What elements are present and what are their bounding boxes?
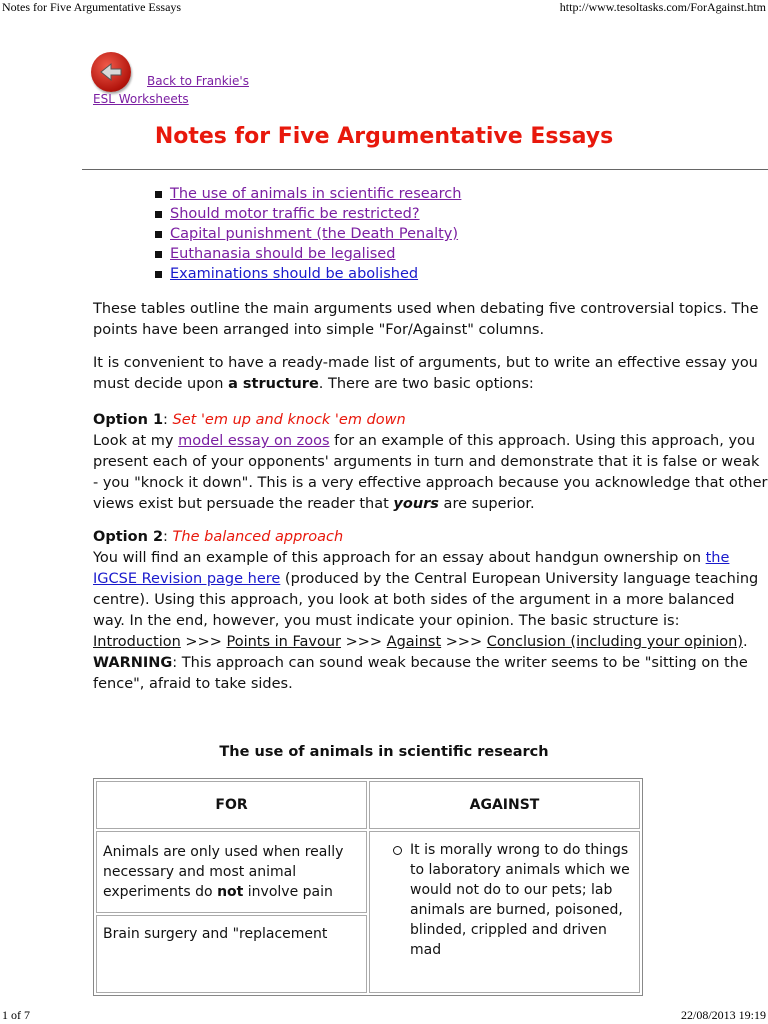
title-divider — [82, 169, 768, 170]
print-header-url: http://www.tesoltasks.com/ForAgainst.htm — [559, 0, 766, 14]
print-footer-page: 1 of 7 — [2, 1008, 30, 1022]
back-link-line2[interactable]: ESL Worksheets — [93, 92, 189, 106]
topic-list — [154, 184, 461, 284]
intro-paragraph-1: These tables outline the main arguments used when debating five controversial topics. The points have been arranged into simple "For/Against" columns. — [93, 301, 759, 338]
for-against-table — [93, 778, 643, 996]
topic-link-euthanasia[interactable]: Euthanasia should be legalised — [170, 246, 396, 262]
topic-item[interactable] — [154, 224, 461, 244]
topic-item[interactable] — [154, 264, 461, 284]
for-cell-1: Animals are only used when really necessary and most animal experiments do not involve pain — [96, 831, 367, 913]
topic-item[interactable] — [154, 204, 461, 224]
option-1-paragraph: Option 1: Set 'em up and knock 'em down Look at my model essay on zoos for an example of this approach. Using this approach, you present each of your opponents' arguments in turn and demonstrate that it is false or weak - you "knock it down". This is a very effective approach because you acknowledge that other views exist but persuade the reader that yours are superior. — [93, 412, 768, 512]
print-footer-date: 22/08/2013 19:19 — [680, 1008, 766, 1022]
topic-link-examinations[interactable]: Examinations should be abolished — [170, 266, 419, 282]
igcse-revision-link[interactable]: the IGCSE Revision page here — [93, 550, 730, 587]
topic-link-animals[interactable]: The use of animals in scientific research — [170, 186, 462, 202]
print-header-title: Notes for Five Argumentative Essays — [2, 0, 182, 14]
topic-item[interactable] — [154, 184, 461, 204]
topic-link-traffic[interactable]: Should motor traffic be restricted? — [170, 206, 420, 222]
topic-link-capital-punishment[interactable]: Capital punishment (the Death Penalty) — [170, 226, 459, 242]
model-essay-link[interactable]: model essay on zoos — [178, 433, 330, 449]
option-1-label: Option 1 — [93, 412, 164, 428]
against-cell-1 — [369, 831, 640, 993]
against-point: It is morally wrong to do things to laboratory animals which we would not do to our pets; lab animals are burned, poisoned, blinded, crippled and driven mad — [410, 840, 633, 960]
page-title: Notes for Five Argumentative Essays — [154, 124, 614, 149]
option-2-paragraph: Option 2: The balanced approach You will find an example of this approach for an essay about handgun ownership on the IGCSE Revision page here (produced by the Central European University language teaching centre). Using this approach, you look at both sides of the argument in a more balanced way. In the end, however, you must indicate your opinion. The basic structure is: Introduction >>> Points in Favour >>> Against >>> Conclusion (including your opinion). WARNING: This approach can sound weak because the writer seems to be "sitting on the fence", afraid to take sides. — [93, 529, 759, 692]
option-2-label: Option 2 — [93, 529, 164, 545]
back-link-line1[interactable]: Back to Frankie's — [147, 74, 249, 88]
for-cell-2: Brain surgery and "replacement — [96, 915, 367, 993]
section-title-animals: The use of animals in scientific research — [219, 744, 549, 760]
option-1-title: Set 'em up and knock 'em down — [172, 412, 406, 428]
against-column-header: AGAINST — [369, 781, 640, 829]
option-2-title: The balanced approach — [172, 529, 344, 545]
for-column-header: FOR — [96, 781, 367, 829]
topic-item[interactable] — [154, 244, 461, 264]
back-arrow-icon[interactable] — [91, 52, 131, 92]
intro-paragraph-2: It is convenient to have a ready-made list of arguments, but to write an effective essay you must decide upon a structure. There are two basic options: — [93, 355, 758, 392]
